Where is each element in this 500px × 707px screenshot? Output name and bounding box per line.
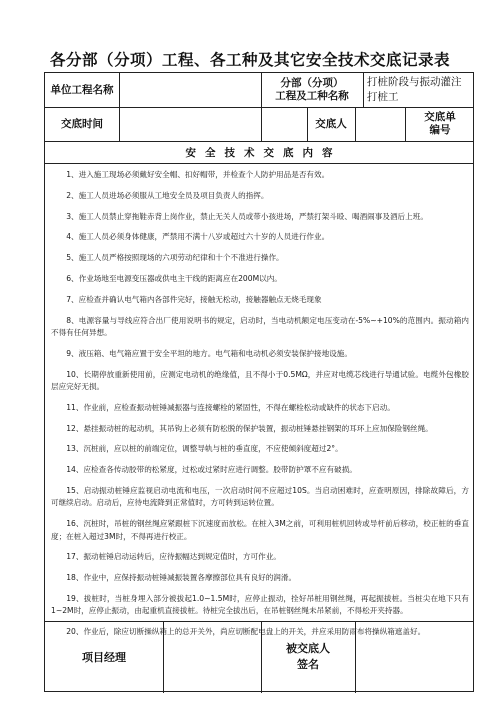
briefing-content — [51, 169, 469, 647]
briefer-field[interactable] — [355, 107, 405, 141]
receiver-signature-field[interactable] — [355, 621, 475, 693]
briefer-label: 交底人 — [315, 117, 347, 130]
briefing-record-table — [44, 72, 474, 692]
safety-item: 3、施工人员禁止穿拖鞋赤背上岗作业，禁止无关人员或带小孩进场，严禁打架斗殴、喝酒闹事及酒后上班。 — [66, 211, 428, 221]
safety-item: 5、施工人员严格按照现场的六项劳动纪律和十个不准进行操作。 — [66, 253, 284, 263]
safety-item: 7、应检查并确认电气箱内各部件完好，接触无松动，接触器触点无烧毛现象 — [66, 294, 322, 304]
document-title: 各分部（分项）工程、各工种及其它安全技术交底记录表 — [49, 51, 450, 69]
sub-project-field[interactable]: 打桩阶段与振动灌注打桩工 — [367, 76, 462, 103]
doc-number-label — [405, 107, 475, 141]
unit-project-label: 单位工程名称 — [50, 83, 114, 96]
unit-project-field[interactable] — [119, 73, 261, 107]
safety-item: 20、作业后，除应切断操纵箱上的总开关外，尚应切断配电盘上的开关，并应采用防雨布将操纵箱遮盖好。 — [66, 627, 426, 637]
doc-number-label-line1: 交底单 — [424, 111, 456, 123]
safety-item: 2、施工人员进场必须服从工地安全员及项目负责人的指挥。 — [66, 190, 269, 200]
safety-item: 16、沉桩时，吊桩的钢丝绳应紧跟桩下沉速度而放松。在桩入3M之前，可利用桩机回转或导杆前后移动，校正桩的垂直度；在桩入超过3M时，不得再进行校正。 — [51, 519, 469, 541]
section-heading: 安全技术交底内容 — [185, 146, 342, 159]
sub-project-label — [261, 73, 363, 107]
safety-item: 8、电源容量与导线应符合出厂使用说明书的规定，启动时，当电动机额定电压变动在-5%~+10%的范围内。振动箱内不得有任何异想。 — [51, 315, 469, 337]
project-manager-field[interactable] — [163, 621, 261, 693]
sub-project-label-line1: 分部（分项） — [280, 77, 344, 89]
project-manager-label: 项目经理 — [82, 650, 126, 664]
safety-item: 13、沉桩前，应以桩的前端定位，调整导轨与桩的垂直度，不应使倾斜度超过2°。 — [66, 444, 343, 454]
safety-item: 14、应检查各传动胶带的松紧度，过松或过紧时应进行调整。胶带防护罩不应有破损。 — [66, 465, 357, 475]
receiver-signature-label — [261, 621, 355, 693]
row-divider — [45, 163, 473, 164]
receiver-label-line1: 被交底人 — [286, 642, 330, 655]
safety-item: 15、启动振动桩锤应监视启动电流和电压，一次启动时间不应超过10S。当启动困难时，应查明原因，排除故障后，方可继续启动。启动后，应待电流降到正常值时，方可转到运转位置。 — [51, 485, 469, 508]
safety-item: 6、作业场地至电源变压器或供电主干线的距离应在200M以内。 — [66, 273, 282, 283]
sub-project-label-line2: 工程及工种名称 — [275, 90, 349, 102]
safety-item: 4、施工人员必须身体健康，严禁用不满十八岁或超过六十岁的人员进行作业。 — [66, 232, 330, 242]
doc-number-label-line2: 编号 — [429, 124, 451, 136]
safety-item: 19、拔桩时，当桩身埋入部分被拔起1.0~1.5M时，应停止振动，拴好吊桩用钢丝绳，再起振拔桩。当桩尖在地下只有1~2M时，应停止振动，由起重机直接拔桩。待桩完全拔出后，在吊桩钢丝绳未吊紧前，不得松开夹持器。 — [51, 593, 469, 616]
receiver-label-line2: 签名 — [297, 658, 319, 671]
safety-item: 9、液压箱、电气箱应置于安全平坦的地方。电气箱和电动机必须安装保护接地设施。 — [66, 348, 352, 358]
briefing-time-field[interactable] — [119, 107, 261, 141]
safety-item: 17、振动桩锤启动运转后，应待振幅达到规定值时，方可作业。 — [66, 552, 281, 562]
safety-item: 18、作业中，应保持振动桩锤减振装置各摩擦部位具有良好的润滑。 — [66, 573, 297, 583]
safety-item: 11、作业前，应检查振动桩锤减振器与连接螺栓的紧固性，不得在螺栓松动或缺件的状态下启动。 — [66, 402, 395, 412]
briefing-time-label: 交底时间 — [61, 117, 103, 130]
safety-item: 12、悬挂振动桩的起动机，其吊钩上必须有防松脱的保护装置，振动桩锤悬挂钢架的耳环上应加保险钢丝绳。 — [66, 423, 433, 433]
safety-item: 10、长期停放重新使用前，应测定电动机的绝缘值，且不得小于0.5MΩ，并应对电缆芯线进行导通试验。电缆外包橡胶层应完好无损。 — [51, 369, 469, 391]
safety-item: 1、进入施工现场必须戴好安全帽、扣好帽带，并检查个人防护用品是否有效。 — [66, 170, 330, 179]
briefing-time-extra-field[interactable] — [261, 107, 307, 141]
